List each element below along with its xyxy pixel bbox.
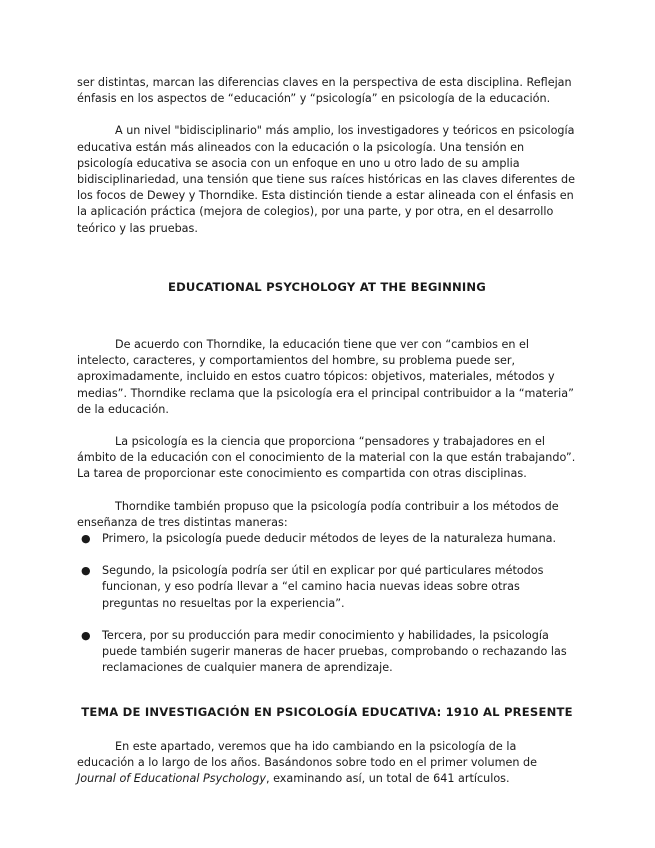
document-page: [77, 75, 577, 787]
paragraph-2: A un nivel "bidisciplinario" más amplio, los investigadores y teóricos en psicología educativa están más alineados con la educación o la psicología. Una tensión en psicología educativa se asocia con un enfoque en uno u otro lado de su amplia bidisciplinariedad, una tensión que tiene sus raíces históricas en las claves diferentes de los focos de Dewey y Thorndike. Esta distinción tiende a estar alineada con el énfasis en la aplicación práctica (mejora de colegios), por una parte, y por otra, en el desarrollo teórico y las pruebas.: [77, 124, 575, 235]
list-item: [77, 531, 577, 547]
paragraph-4: La psicología es la ciencia que proporciona “pensadores y trabajadores en el ámbito de la educación con el conocimiento de la material con la que están trabajando”. La tarea de proporcionar este conocimiento es compartida con otras disciplinas.: [77, 435, 576, 481]
paragraph-3: De acuerdo con Thorndike, la educación tiene que ver con “cambios en el intelecto, caracteres, y comportamientos del hombre, su problema puede ser, aproximadamente, incluido en estos cuatro tópicos: objetivos, materiales, métodos y medias”. Thorndike reclama que la psicología era el principal contribuidor a la “materia” de la educación.: [77, 338, 574, 416]
section-heading-beginning: EDUCATIONAL PSYCHOLOGY AT THE BEGINNING: [167, 279, 487, 294]
methods-list: [77, 531, 577, 676]
section-heading-research: TEMA DE INVESTIGACIÓN EN PSICOLOGÍA EDUCATIVA: 1910 AL PRESENTE: [81, 705, 573, 720]
bullet-icon: ●: [81, 628, 91, 642]
journal-title: Journal of Educational Psychology: [77, 772, 266, 786]
bullet-icon: ●: [81, 532, 91, 546]
list-item: [77, 628, 577, 677]
list-item-text: Segundo, la psicología podría ser útil en explicar por qué particulares métodos funcionan, y eso podría llevar a “el camino hacia nuevas ideas sobre otras preguntas no resueltas por la experiencia”.: [102, 564, 544, 610]
list-item-text: Tercera, por su producción para medir conocimiento y habilidades, la psicología puede también sugerir maneras de hacer pruebas, comprobando o rechazando las reclamaciones de cualquier manera de aprendizaje.: [102, 628, 567, 675]
paragraph-1: ser distintas, marcan las diferencias claves en la perspectiva de esta disciplina. Reflejan énfasis en los aspectos de “educación” y “psicología” en psicología de la educación.: [77, 76, 572, 106]
paragraph-6-before: En este apartado, veremos que ha ido cambiando en la psicología de la educación a lo largo de los años. Basándonos sobre todo en el primer volumen de: [77, 739, 538, 769]
paragraph-6: [77, 739, 577, 788]
paragraph-6-after: , examinando así, un total de 641 artículos.: [265, 772, 510, 786]
paragraph-5: Thorndike también propuso que la psicología podía contribuir a los métodos de enseñanza de tres distintas maneras:: [77, 499, 559, 529]
list-item-text: Primero, la psicología puede deducir métodos de leyes de la naturaleza humana.: [102, 532, 557, 546]
bullet-icon: ●: [81, 564, 91, 578]
list-item: [77, 563, 577, 612]
